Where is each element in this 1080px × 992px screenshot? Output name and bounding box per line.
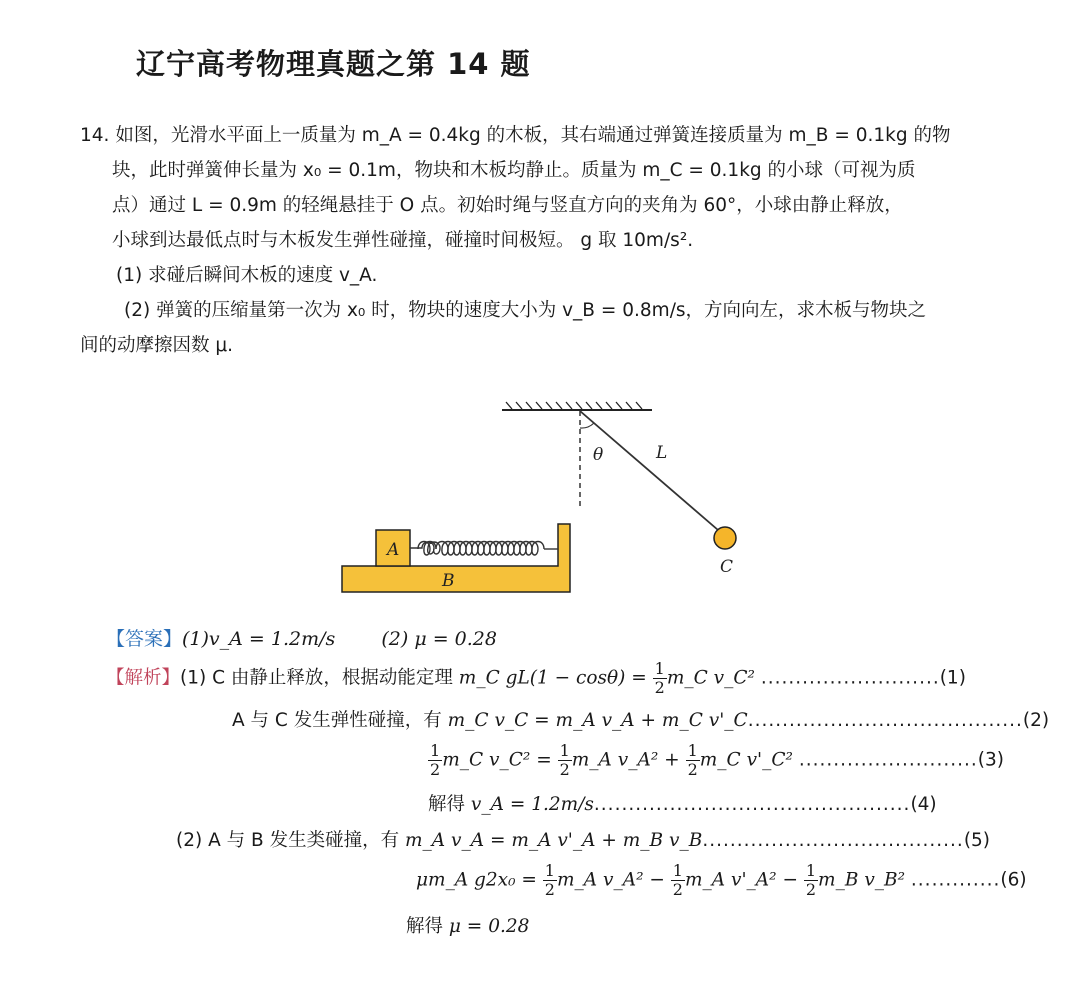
problem-line-4: 小球到达最低点时与木板发生弹性碰撞，碰撞时间极短。 g 取 10m/s². <box>112 230 694 251</box>
analysis-step-3: $\frac{1}{2}$ m_C v_C² = $\frac{1}{2}$ m_A v_A² + $\frac{1}{2}$ m_C v'_C² ..........................(3) <box>430 741 1004 779</box>
rope-length-label: L <box>656 443 668 463</box>
answer-part-1: (1)v_A = 1.2m/s <box>182 628 336 650</box>
question-1: (1) 求碰后瞬间木板的速度 v_A. <box>116 265 378 286</box>
ball-label: C <box>720 557 734 577</box>
analysis-step-4: 解得 v_A = 1.2m/s..............................................(4) <box>428 794 937 815</box>
rope <box>580 411 718 530</box>
question-2: (2) 弹簧的压缩量第一次为 x₀ 时，物块的速度大小为 v_B = 0.8m/s，方向向左，求木板与物块之 <box>124 300 927 321</box>
question-2-cont: 间的动摩擦因数 μ. <box>80 335 234 356</box>
analysis-step-5: (2) A 与 B 发生类碰撞，有 m_A v_A = m_A v'_A + m_B v_B......................................(5) <box>176 830 991 851</box>
page-title: 辽宁高考物理真题之第 14 题 <box>136 47 531 81</box>
theta-label: θ <box>593 445 604 465</box>
answer-tag: 【答案】 <box>106 628 183 650</box>
analysis-tag: 【解析】 <box>106 667 181 689</box>
analysis-step-1: 【解析】(1) C 由静止释放，根据动能定理 m_C gL(1 − cosθ) = $\frac{1}{2}$ m_C v_C² ..........................(1) <box>106 659 966 697</box>
fraction-half: $\frac{1}{2}$ <box>654 659 665 697</box>
analysis-step-2: A 与 C 发生弹性碰撞，有 m_C v_C = m_A v_A + m_C v'_C........................................(2) <box>232 710 1050 731</box>
board-label: B <box>442 571 455 591</box>
ceiling <box>502 402 652 410</box>
analysis-step-6: μm_A g2x₀ = $\frac{1}{2}$ m_A v_A² − $\frac{1}{2}$ m_A v'_A² − $\frac{1}{2}$ m_B v_B² .............(6) <box>416 861 1027 899</box>
angle-arc <box>580 423 594 428</box>
problem-statement <box>80 118 1040 363</box>
analysis-step-7: 解得 μ = 0.28 <box>406 916 530 937</box>
physics-diagram <box>330 396 750 606</box>
problem-line-2: 块，此时弹簧伸长量为 x₀ = 0.1m，物块和木板均静止。质量为 m_C = 0.1kg 的小球（可视为质 <box>112 160 916 181</box>
ball-c <box>714 527 736 549</box>
problem-number: 14. <box>80 125 110 146</box>
problem-line-1: 14. 如图，光滑水平面上一质量为 m_A = 0.4kg 的木板，其右端通过弹簧连接质量为 m_B = 0.1kg 的物 <box>80 125 951 146</box>
answer-row <box>106 624 497 651</box>
block-label: A <box>387 540 400 560</box>
problem-line-3: 点）通过 L = 0.9m 的轻绳悬挂于 O 点。初始时绳与竖直方向的夹角为 60°，小球由静止释放， <box>112 195 903 216</box>
answer-part-2: (2) μ = 0.28 <box>381 628 497 650</box>
